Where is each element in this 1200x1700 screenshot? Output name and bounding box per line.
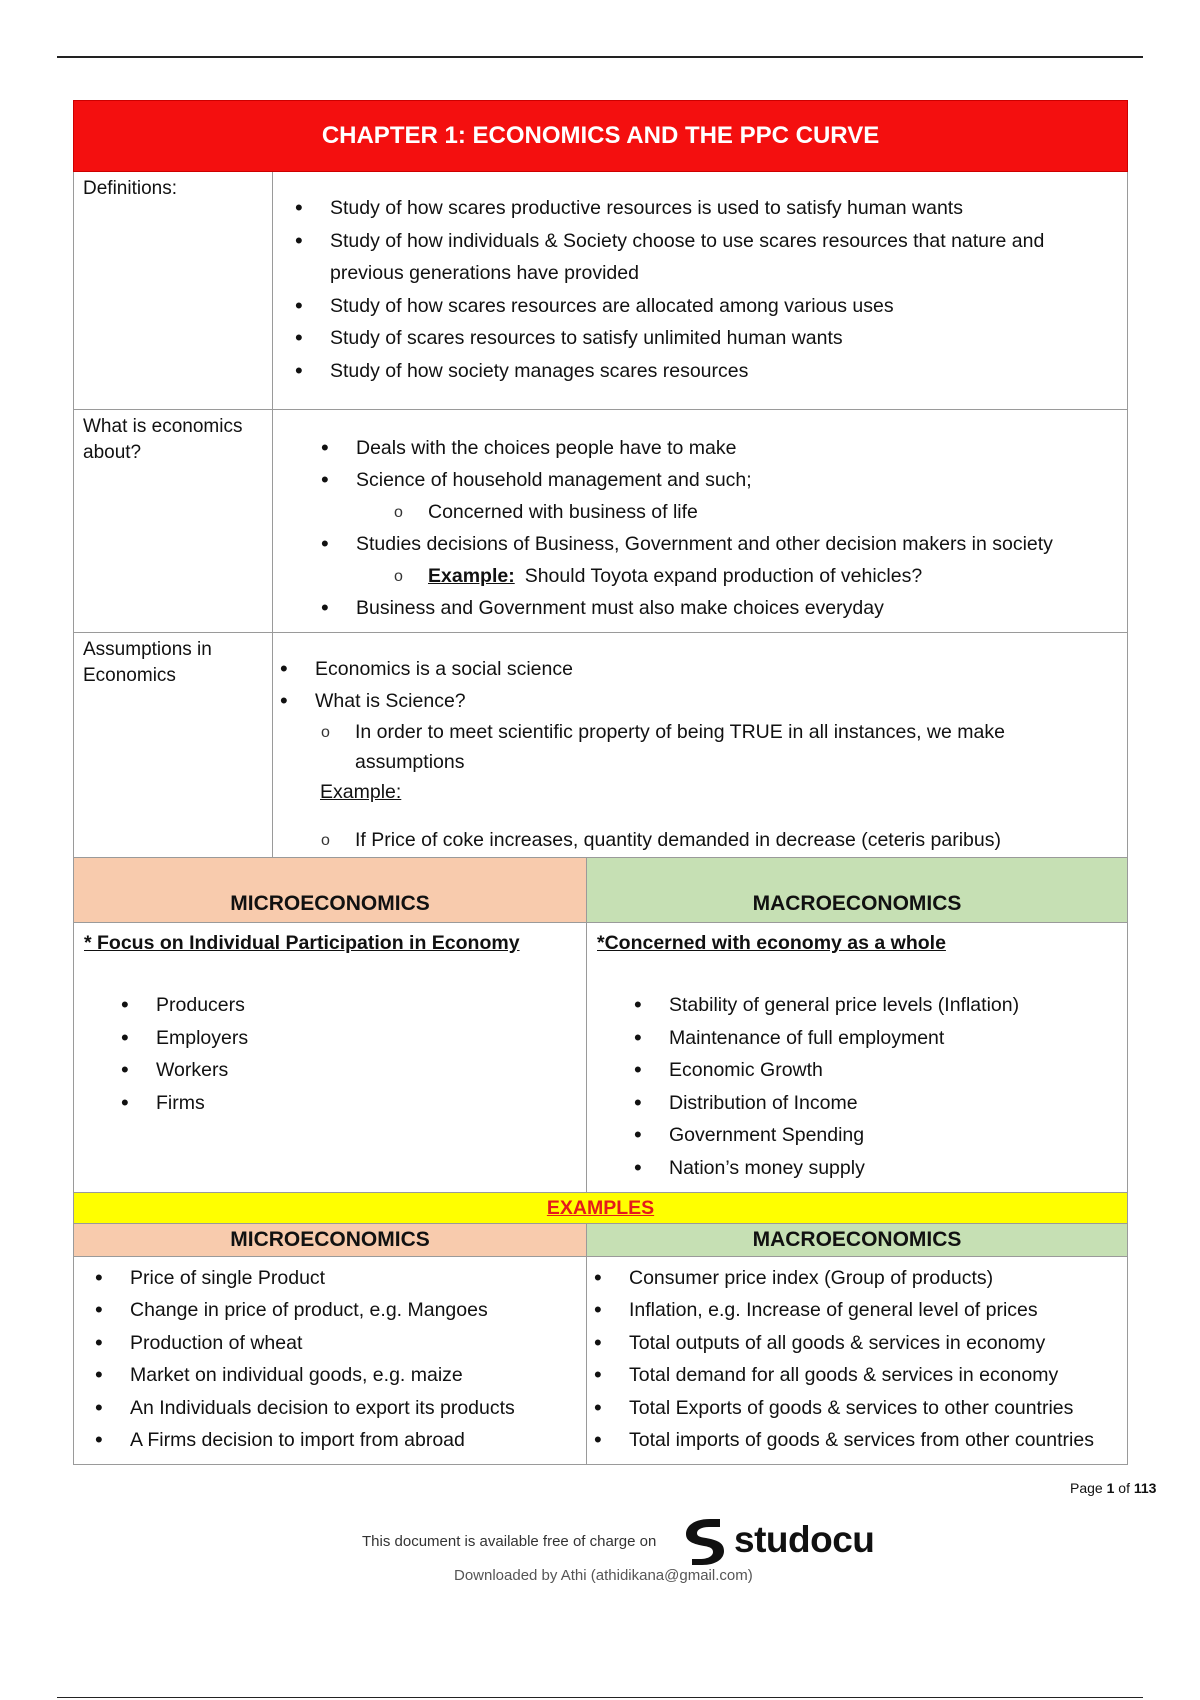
list-item: • Study of how society manages scares resources [330, 355, 1117, 388]
definitions-row [74, 172, 1128, 410]
page-number [1070, 1480, 1156, 1496]
list-item: • Study of how scares resources are allocated among various uses [330, 290, 1117, 323]
list-item: • Workers [156, 1054, 576, 1087]
list-item: • Total demand for all goods & services in economy [629, 1359, 1117, 1391]
list-item: • Stability of general price levels (Inflation) [669, 989, 1117, 1022]
section-heading-row [74, 858, 1128, 923]
examples-heading: EXAMPLES [74, 1193, 1128, 1224]
list-item: • Study of scares resources to satisfy unlimited human wants [330, 322, 1117, 355]
micro-heading: MICROECONOMICS [74, 858, 587, 923]
title-row [74, 101, 1128, 172]
list-item: • An Individuals decision to export its products [130, 1392, 576, 1424]
micro-focus: * Focus on Individual Participation in Economy [84, 932, 520, 954]
example-text: Should Toyota expand production of vehicles? [524, 565, 923, 587]
examples-macro-content [587, 1257, 1128, 1465]
bottom-rule [57, 1697, 1143, 1698]
chapter-title: CHAPTER 1: ECONOMICS AND THE PPC CURVE [74, 101, 1128, 172]
assumptions-row [74, 633, 1128, 858]
examples-row [74, 1193, 1128, 1224]
sub-list-item: o Concerned with business of life [428, 496, 1117, 528]
sub-list-item: o In order to meet scientific property of being TRUE in all instances, we make assumptions [355, 717, 1117, 777]
list-item: • Firms [156, 1087, 576, 1120]
list-item: • Production of wheat [130, 1327, 576, 1359]
micro-macro-row [74, 923, 1128, 1193]
sub-list-item: o If Price of coke increases, quantity demanded in decrease (ceteris paribus) [355, 825, 1117, 855]
example-label: Example: [428, 565, 515, 587]
footer-note: This document is available free of charge on [362, 1533, 657, 1550]
downloaded-by: Downloaded by Athi (athidikana@gmail.com) [454, 1567, 753, 1584]
page-prefix: Page [1070, 1480, 1103, 1496]
assumptions-label: Assumptions in Economics [74, 633, 273, 858]
assumptions-content [273, 633, 1128, 858]
studocu-brand: studocu [734, 1519, 875, 1560]
list-item: • Employers [156, 1022, 576, 1055]
list-item: • Business and Government must also make choices everyday [356, 592, 1117, 624]
page-of: of [1118, 1480, 1130, 1496]
studocu-logo[interactable] [680, 1515, 874, 1565]
list-item: • Change in price of product, e.g. Mangoes [130, 1294, 576, 1326]
examples-micro-heading: MICROECONOMICS [74, 1224, 587, 1257]
list-item: • Study of how individuals & Society choose to use scares resources that nature and previous generations have provided [330, 225, 1117, 290]
examples-macro-heading: MACROECONOMICS [587, 1224, 1128, 1257]
examples-content-row [74, 1257, 1128, 1465]
list-item: • A Firms decision to import from abroad [130, 1424, 576, 1456]
macro-focus: *Concerned with economy as a whole [597, 932, 946, 954]
list-item: • Total outputs of all goods & services in economy [629, 1327, 1117, 1359]
macro-heading: MACROECONOMICS [587, 858, 1128, 923]
about-row [74, 410, 1128, 633]
list-item: • Government Spending [669, 1119, 1117, 1152]
list-item: • Economics is a social science [315, 653, 1117, 685]
about-content [273, 410, 1128, 633]
list-item: • Study of how scares productive resources is used to satisfy human wants [330, 192, 1117, 225]
sub-list-item [428, 560, 1117, 592]
page-current: 1 [1106, 1480, 1115, 1496]
list-item: • Economic Growth [669, 1054, 1117, 1087]
page-total: 113 [1133, 1480, 1157, 1496]
examples-heading-row [74, 1224, 1128, 1257]
list-item: • Total Exports of goods & services to other countries [629, 1392, 1117, 1424]
list-item: • Science of household management and such; [356, 464, 1117, 496]
macro-content [587, 923, 1128, 1193]
list-item: • Market on individual goods, e.g. maize [130, 1359, 576, 1391]
definitions-label: Definitions: [74, 172, 273, 410]
list-item: • Consumer price index (Group of products) [629, 1262, 1117, 1294]
document-body [73, 100, 1127, 1465]
top-rule [57, 56, 1143, 58]
examples-micro-content [74, 1257, 587, 1465]
about-label: What is economics about? [74, 410, 273, 633]
notes-table [73, 100, 1128, 1465]
list-item: • Inflation, e.g. Increase of general level of prices [629, 1294, 1117, 1326]
assumptions-example-label: Example: [320, 781, 402, 803]
list-item: • Distribution of Income [669, 1087, 1117, 1120]
list-item: • Total imports of goods & services from other countries [629, 1424, 1117, 1456]
list-item: • Price of single Product [130, 1262, 576, 1294]
list-item: • Studies decisions of Business, Government and other decision makers in society [356, 528, 1117, 560]
list-item: • Nation’s money supply [669, 1152, 1117, 1185]
list-item: • Maintenance of full employment [669, 1022, 1117, 1055]
studocu-logo-icon [680, 1515, 728, 1565]
list-item: • What is Science? [315, 685, 1117, 717]
micro-content [74, 923, 587, 1193]
list-item: • Deals with the choices people have to make [356, 432, 1117, 464]
definitions-content [273, 172, 1128, 410]
list-item: • Producers [156, 989, 576, 1022]
